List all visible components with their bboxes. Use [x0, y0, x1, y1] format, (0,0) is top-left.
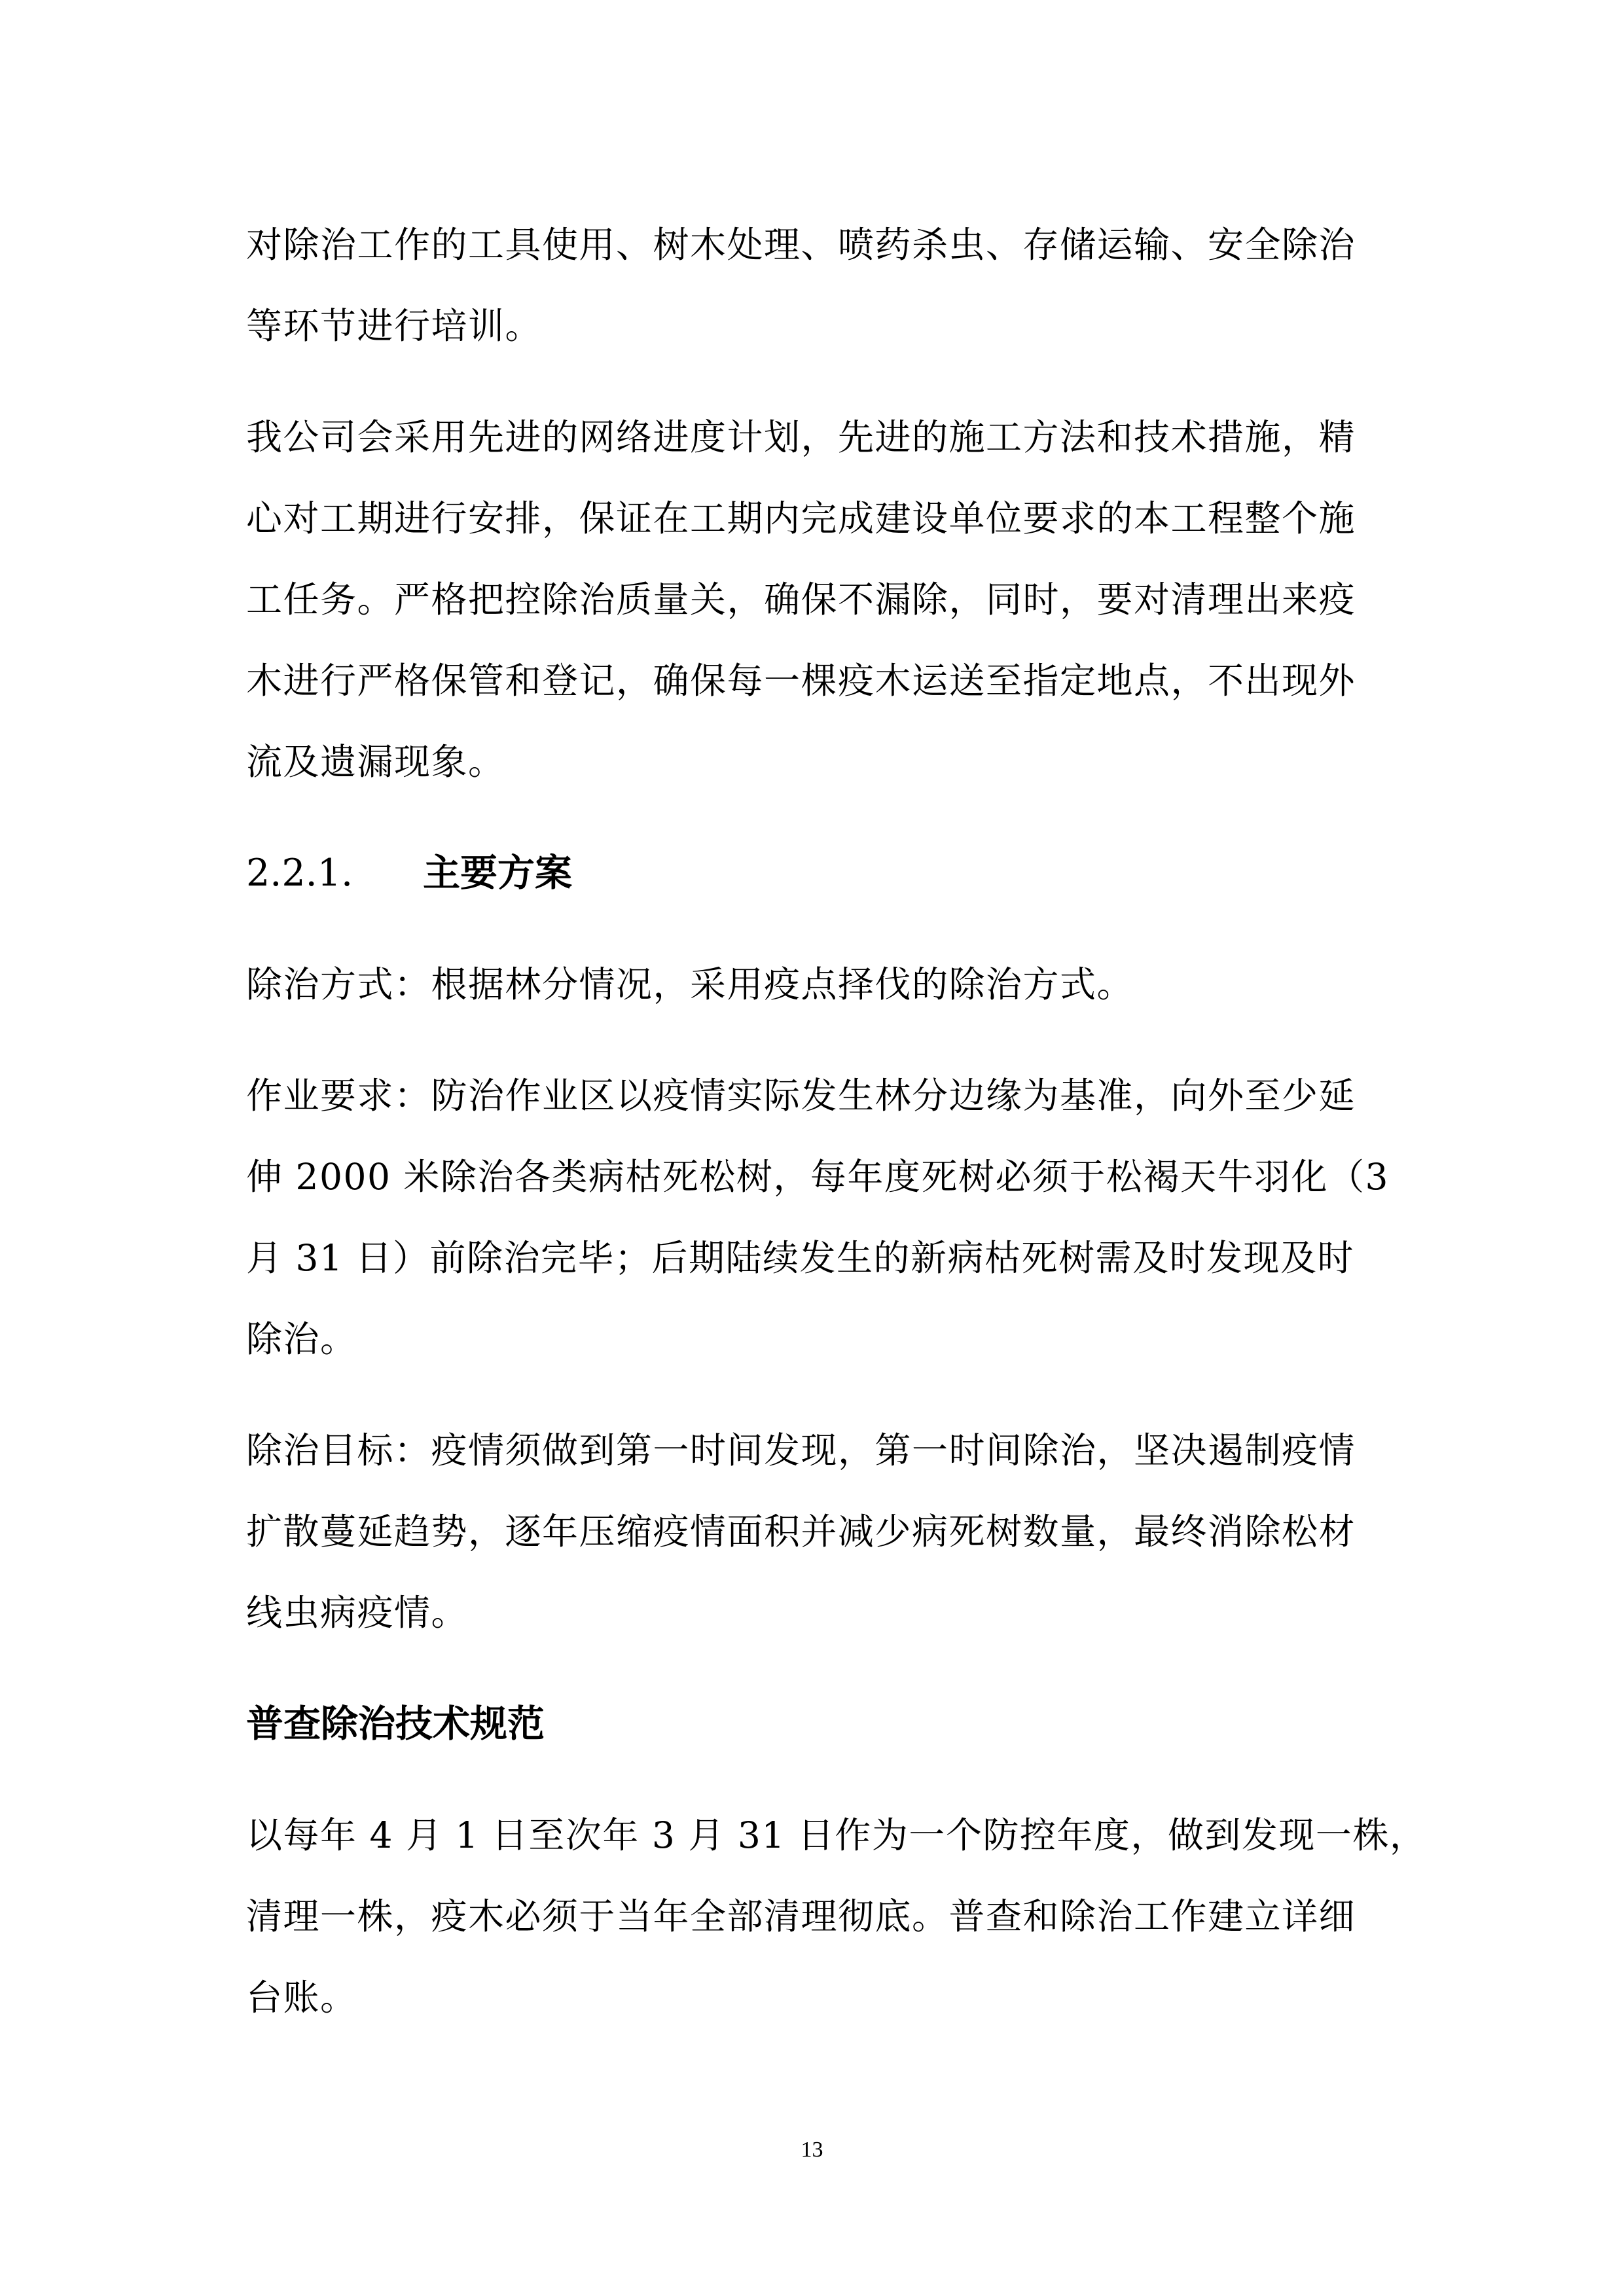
page-number: 13 — [801, 2138, 823, 2162]
text-line: 对除治工作的工具使用、树木处理、喷药杀虫、存储运输、安全除治 — [246, 224, 1356, 266]
text-line: 心对工期进行安排，保证在工期内完成建设单位要求的本工程整个施 — [246, 497, 1356, 539]
text-line: 扩散蔓延趋势，逐年压缩疫情面积并减少病死树数量，最终消除松材 — [246, 1511, 1356, 1552]
text-line: 月 31 日）前除治完毕；后期陆续发生的新病枯死树需及时发现及时 — [246, 1237, 1354, 1279]
document-body — [246, 204, 1427, 2038]
paragraph-requirements — [246, 1055, 1389, 1380]
text-line: 以每年 4 月 1 日至次年 3 月 31 日作为一个防控年度，做到发现一株， — [246, 1814, 1427, 1856]
text-line: 除治方式：根据林分情况，采用疫点择伐的除治方式。 — [246, 963, 1134, 1005]
text-line: 清理一株，疫木必须于当年全部清理彻底。普查和除治工作建立详细 — [246, 1895, 1356, 1937]
section-heading — [246, 833, 1385, 914]
paragraph-survey-spec — [246, 1795, 1427, 2038]
text-line: 除治目标：疫情须做到第一时间发现，第一时间除治，坚决遏制疫情 — [246, 1429, 1356, 1471]
text-line: 等环节进行培训。 — [246, 305, 543, 347]
paragraph-goals — [246, 1410, 1385, 1653]
text-line: 工任务。严格把控除治质量关，确保不漏除，同时，要对清理出来疫 — [246, 579, 1356, 620]
text-line: 流及遗漏现象。 — [246, 741, 505, 783]
text-line: 台账。 — [246, 1977, 357, 2018]
text-line: 我公司会采用先进的网络进度计划，先进的施工方法和技术措施，精 — [246, 416, 1356, 458]
paragraph-method — [246, 944, 1385, 1025]
section-title: 主要方案 — [423, 851, 572, 895]
text-line: 线虫病疫情。 — [246, 1592, 469, 1634]
text-line: 除治。 — [246, 1318, 357, 1360]
subheading: 普查除治技术规范 — [246, 1702, 545, 1746]
text-line: 木进行严格保管和登记，确保每一棵疫木运送至指定地点，不出现外 — [246, 660, 1356, 702]
text-line: 伸 2000 米除治各类病枯死松树，每年度死树必须于松褐天牛羽化（3 — [246, 1156, 1389, 1198]
paragraph-schedule — [246, 397, 1385, 802]
text-line: 作业要求：防治作业区以疫情实际发生林分边缘为基准，向外至少延 — [246, 1075, 1356, 1117]
section-number: 2.2.1. — [246, 852, 353, 895]
paragraph-training — [246, 204, 1385, 367]
